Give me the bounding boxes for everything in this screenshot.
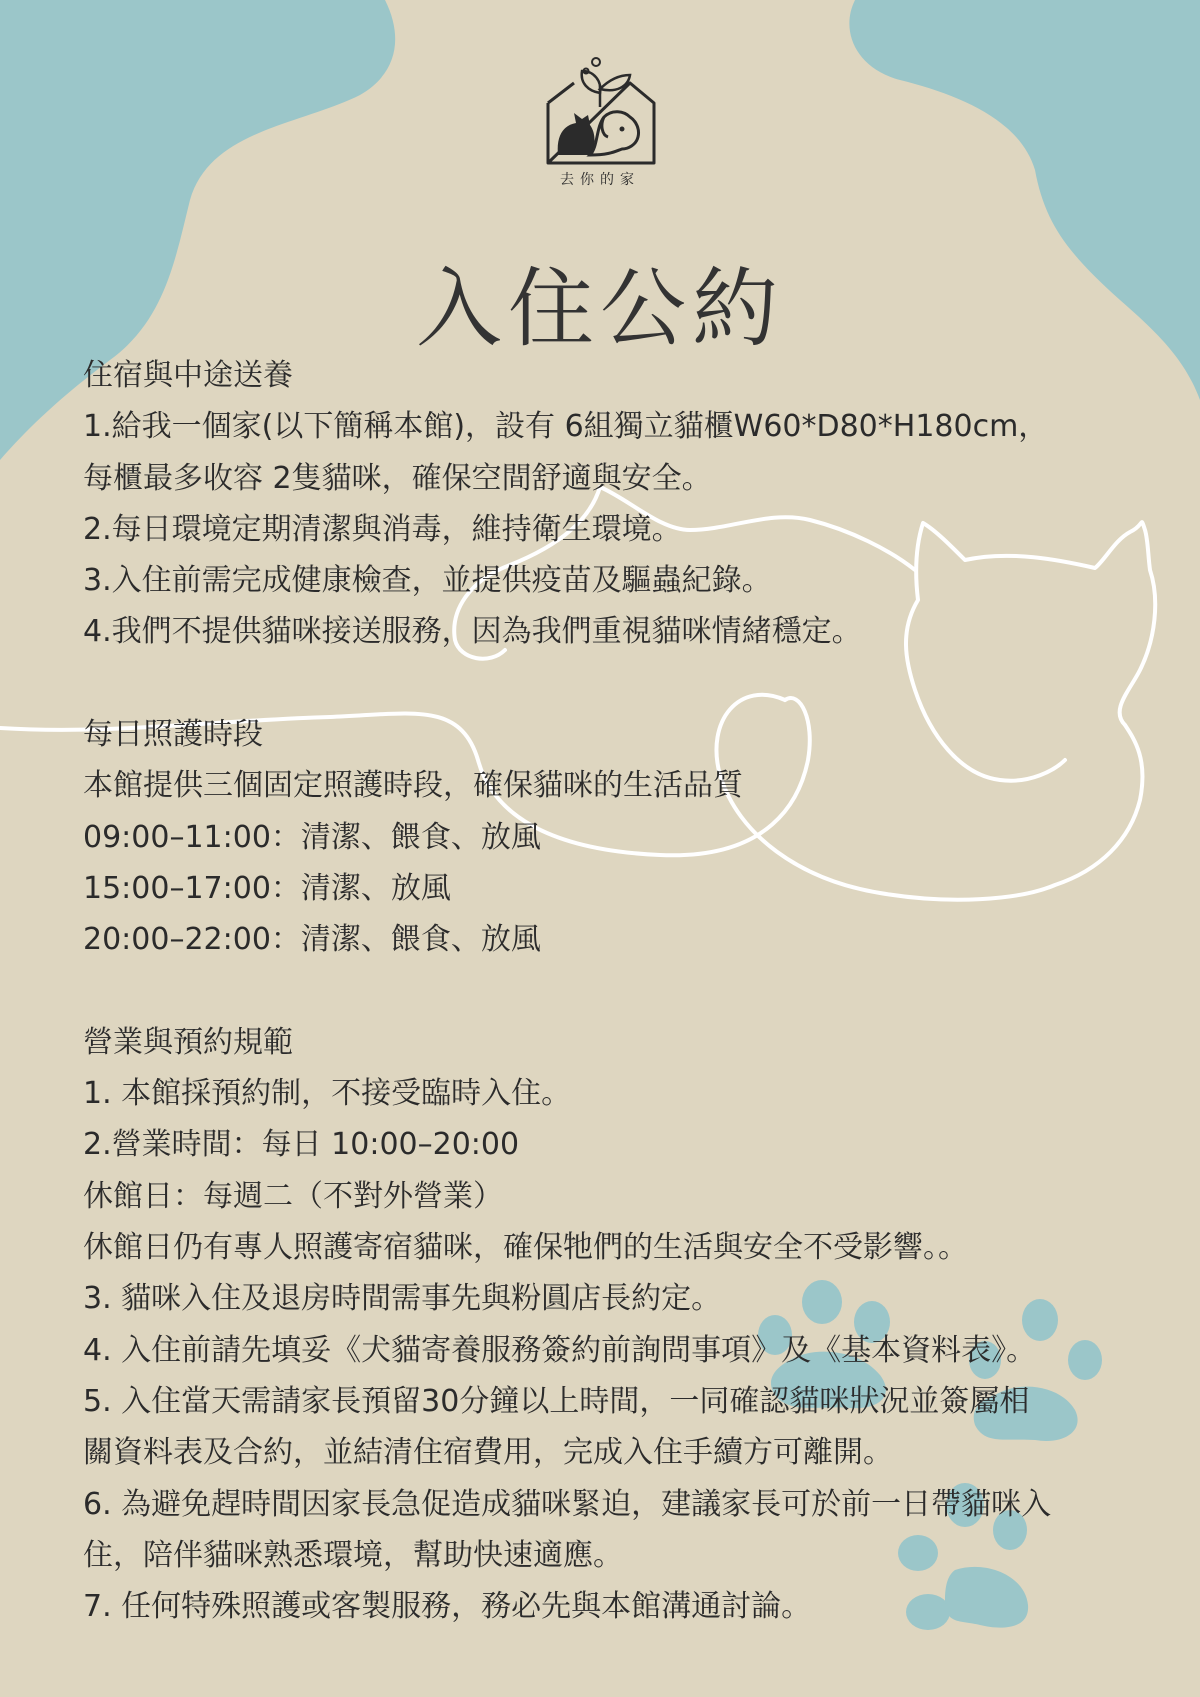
section-heading: 每日照護時段: [83, 717, 263, 753]
section-business-rules: [83, 1017, 1143, 1633]
list-item: 09:00–11:00：清潔、餵食、放風: [83, 819, 541, 855]
list-item: 本館提供三個固定照護時段，確保貓咪的生活品質: [83, 768, 743, 804]
list-item: 2.營業時間：每日 10:00–20:00: [83, 1127, 520, 1163]
section-boarding: [83, 350, 1143, 658]
list-item: 休館日：每週二（不對外營業）: [83, 1178, 503, 1214]
list-item: 7. 任何特殊照護或客製服務，務必先與本館溝通討論。: [83, 1589, 812, 1625]
list-item: 住，陪伴貓咪熟悉環境，幫助快速適應。: [83, 1537, 623, 1573]
list-item: 5. 入住當天需請家長預留30分鐘以上時間，一同確認貓咪狀況並簽屬相: [83, 1383, 1030, 1419]
page-title: 入住公約: [416, 258, 784, 359]
list-item: 休館日仍有專人照護寄宿貓咪，確保牠們的生活與安全不受影響。。: [83, 1230, 968, 1266]
list-item: 3. 貓咪入住及退房時間需事先與粉圓店長約定。: [83, 1281, 722, 1317]
logo-text: 去你的家: [560, 172, 640, 188]
section-heading: 住宿與中途送養: [83, 358, 293, 393]
list-item: 每櫃最多收容 2隻貓咪，確保空間舒適與安全。: [83, 460, 712, 496]
list-item: 1. 本館採預約制，不接受臨時入住。: [83, 1076, 572, 1112]
list-item: 2.每日環境定期清潔與消毒，維持衛生環境。: [83, 511, 682, 547]
section-care-hours: [83, 709, 1143, 965]
document-body: [83, 350, 1143, 1632]
list-item: 15:00–17:00：清潔、放風: [83, 870, 451, 906]
cat-dog-house-icon: [538, 55, 662, 175]
list-item: 20:00–22:00：清潔、餵食、放風: [83, 922, 541, 958]
list-item: 4.我們不提供貓咪接送服務，因為我們重視貓咪情緒穩定。: [83, 614, 862, 650]
list-item: 3.入住前需完成健康檢查，並提供疫苗及驅蟲紀錄。: [83, 563, 772, 599]
list-item: 4. 入住前請先填妥《犬貓寄養服務簽約前詢問事項》及《基本資料表》。: [83, 1332, 1037, 1368]
list-item: 1.給我一個家(以下簡稱本館)，設有 6組獨立貓櫃W60*D80*H180cm，: [83, 409, 1049, 445]
list-item: 6. 為避免趕時間因家長急促造成貓咪緊迫，建議家長可於前一日帶貓咪入: [83, 1486, 1052, 1522]
brand-logo: [538, 55, 662, 190]
list-item: 關資料表及合約，並結清住宿費用，完成入住手續方可離開。: [83, 1435, 893, 1471]
section-heading: 營業與預約規範: [83, 1024, 293, 1060]
